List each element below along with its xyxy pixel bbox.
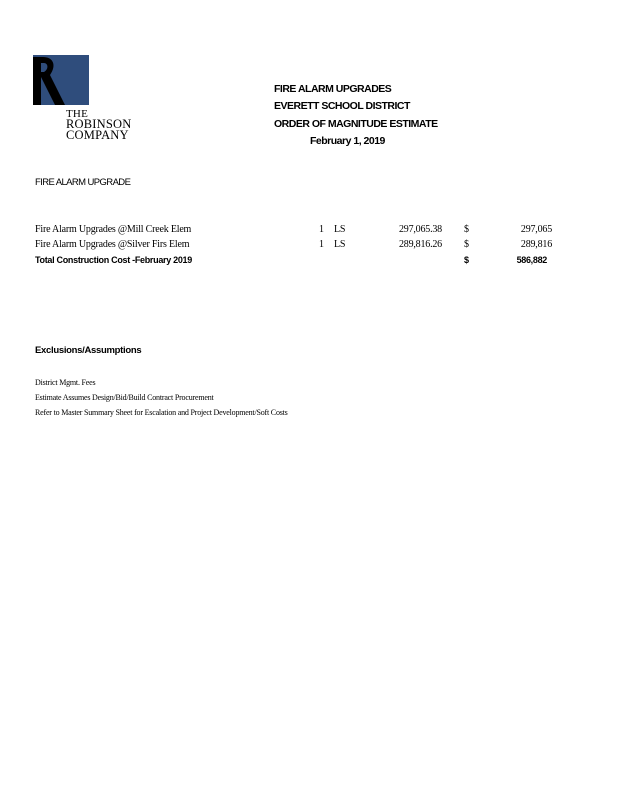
item-currency: $ — [464, 224, 469, 235]
item-unit: LS — [334, 239, 346, 250]
header-line-2: EVERETT SCHOOL DISTRICT — [274, 100, 410, 112]
item-currency: $ — [464, 239, 469, 250]
header-line-1: FIRE ALARM UPGRADES — [274, 83, 392, 95]
item-unit-cost: 297,065.38 — [398, 224, 442, 235]
header-date: February 1, 2019 — [310, 135, 385, 147]
item-total: 297,065 — [520, 224, 552, 235]
total-label: Total Construction Cost -February 2019 — [35, 255, 192, 265]
item-qty: 1 — [319, 224, 324, 235]
company-name-line3: COMPANY — [66, 128, 129, 142]
section-title: FIRE ALARM UPGRADE — [35, 177, 131, 188]
exclusion-note: Estimate Assumes Design/Bid/Build Contract Procurement — [35, 393, 214, 402]
robinson-logo-icon — [33, 55, 89, 105]
item-unit-cost: 289,816.26 — [398, 239, 442, 250]
exclusions-title: Exclusions/Assumptions — [35, 345, 142, 356]
exclusion-note: District Mgmt. Fees — [35, 378, 96, 387]
item-description: Fire Alarm Upgrades @Silver Firs Elem — [35, 239, 190, 250]
item-description: Fire Alarm Upgrades @Mill Creek Elem — [35, 224, 192, 235]
total-currency: $ — [464, 255, 469, 265]
company-name — [66, 109, 132, 141]
item-total: 289,816 — [520, 239, 552, 250]
header-line-3: ORDER OF MAGNITUDE ESTIMATE — [274, 118, 438, 130]
total-value: 586,882 — [516, 255, 547, 265]
exclusion-note: Refer to Master Summary Sheet for Escalation and Project Development/Soft Costs — [35, 408, 288, 417]
item-qty: 1 — [319, 239, 324, 250]
company-name-line1: THE — [66, 108, 88, 120]
item-unit: LS — [334, 224, 346, 235]
company-name-line2: ROBINSON — [66, 117, 132, 131]
